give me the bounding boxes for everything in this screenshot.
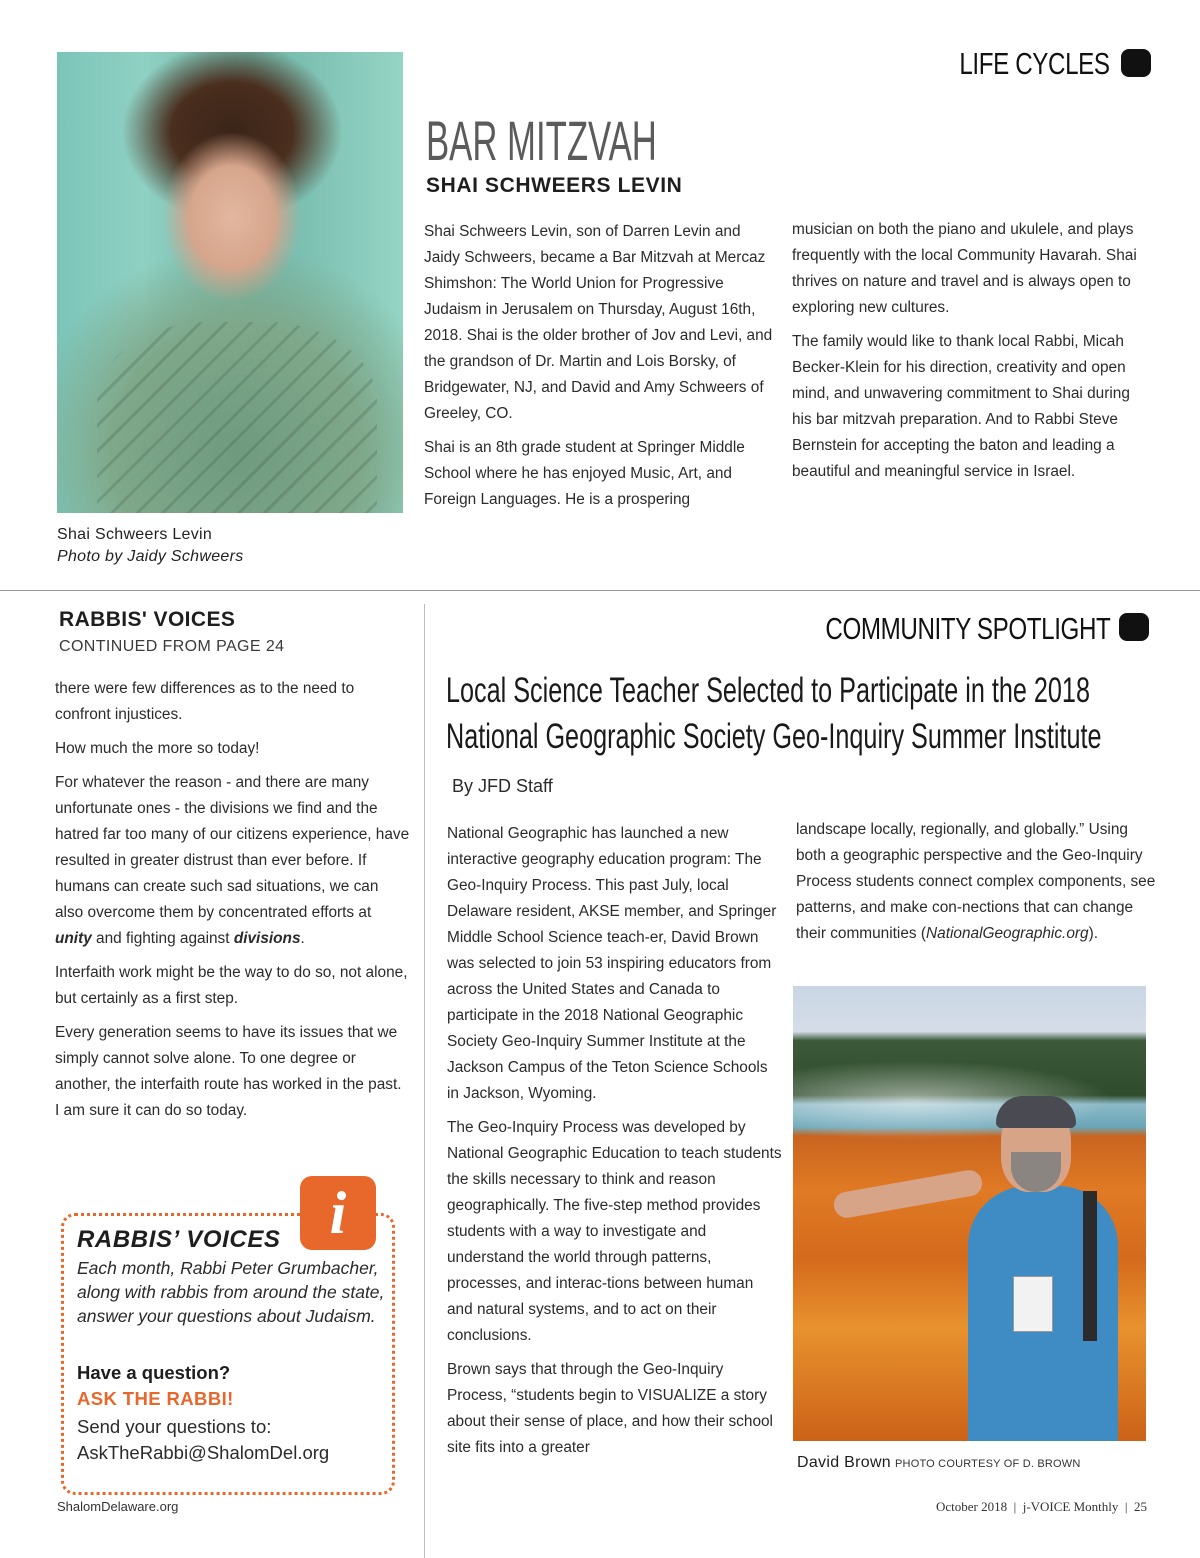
section-tag-marker xyxy=(1121,49,1151,77)
paragraph: there were few differences as to the need to confront injustices. xyxy=(55,680,355,723)
email-link[interactable]: AskTheRabbi@ShalomDel.org xyxy=(77,1442,330,1463)
continued-from-label: CONTINUED FROM PAGE 24 xyxy=(59,638,285,655)
article-column-1 xyxy=(424,219,780,521)
photo-caption xyxy=(57,524,244,568)
headline-line: Local Science Teacher Selected to Participate in the 2018 xyxy=(446,671,1090,710)
section-tag-life-cycles xyxy=(917,46,1110,82)
paragraph: landscape locally, regionally, and globally.” Using both a geographic perspective and the Geo-Inquiry Process students connect complex components, see patterns, and make con-nections that can change their communities (NationalGeographic.org). xyxy=(796,821,1156,942)
section-tag-marker xyxy=(1119,613,1149,641)
section-tag-label: COMMUNITY SPOTLIGHT xyxy=(824,611,1110,646)
section-tag-community-spotlight xyxy=(745,611,1110,647)
paragraph: musician on both the piano and ukulele, and plays frequently with the local Community Havarah. Shai thrives on nature and travel and is always open to exploring new cultures. xyxy=(792,221,1137,316)
paragraph: The family would like to thank local Rabbi, Micah Becker-Klein for his direction, creativity and open mind, and unwavering commitment to Shai during his bar mitzvah preparation. And to Rabbi Steve Bernstein for accepting the baton and leading a beautiful and meaningful service in Israel. xyxy=(792,333,1130,480)
paragraph: Interfaith work might be the way to do so, not alone, but certainly as a first step. xyxy=(55,964,408,1007)
info-icon: i xyxy=(300,1176,376,1250)
send-label: Send your questions to: xyxy=(77,1416,272,1437)
send-questions xyxy=(77,1414,329,1466)
article-column-2 xyxy=(792,217,1152,493)
emphasis-unity: unity xyxy=(55,930,92,947)
section-divider xyxy=(0,590,1200,591)
photo-shai-schweers-levin xyxy=(57,52,403,513)
paragraph: Shai Schweers Levin, son of Darren Levin and Jaidy Schweers, became a Bar Mitzvah at Mercaz Shimshon: The World Union for Progressive Judaism in Jerusalem on Thursday, August 16th, 2018. Shai is the older brother of Jov and Levi, and the grandson of Dr. Martin and Lois Borsky, of Bridgewater, NJ, and David and Amy Schweers of Greeley, CO. xyxy=(424,223,773,422)
info-box-description: Each month, Rabbi Peter Grumbacher, along with rabbis from around the state, answer your questions about Judaism. xyxy=(77,1258,385,1326)
ask-the-rabbi-cta: ASK THE RABBI! xyxy=(77,1388,234,1409)
footer-website[interactable]: ShalomDelaware.org xyxy=(57,1499,179,1514)
paragraph: The Geo-Inquiry Process was developed by National Geographic Education to teach students the skills necessary to think and reason geographically. The five-step method provides students with a way to investigate and understand the world through patterns, processes, and interac-tions between human and natural systems, and to act on their conclusions. xyxy=(447,1119,782,1344)
paragraph: Shai is an 8th grade student at Springer Middle School where he has enjoyed Music, Art, and Foreign Languages. He is a prospering xyxy=(424,439,745,508)
emphasis-divisions: divisions xyxy=(233,930,301,947)
photo-david-brown xyxy=(793,986,1146,1441)
paragraph: Brown says that through the Geo-Inquiry Process, “students begin to VISUALIZE a story about their sense of place, and how their school site fits into a greater xyxy=(447,1361,773,1456)
info-box-title: RABBIS’ VOICES xyxy=(77,1226,281,1253)
headline-bar-mitzvah: BAR MITZVAH xyxy=(426,109,657,172)
spotlight-column-2 xyxy=(796,817,1156,955)
photo-caption xyxy=(797,1454,1081,1472)
paragraph: For whatever the reason - and there are many unfortunate ones - the divisions we find and the hatred far too many of our citizens experience, have resulted in greater distrust than ever before. If humans can create such sad situations, we can also overcome them by concentrated efforts at unity and fighting against divisions. xyxy=(55,774,410,947)
paragraph: How much the more so today! xyxy=(55,740,260,757)
column-divider xyxy=(424,604,425,1558)
rabbis-voices-title: RABBIS' VOICES xyxy=(59,608,236,631)
byline: By JFD Staff xyxy=(452,776,553,796)
paragraph: Every generation seems to have its issues that we simply cannot solve alone. To one degree or another, the interfaith route has worked in the past. I am sure it can do so today. xyxy=(55,1024,402,1119)
section-tag-label: LIFE CYCLES xyxy=(959,46,1110,81)
subheadline-name: SHAI SCHWEERS LEVIN xyxy=(426,174,683,197)
rabbis-voices-body xyxy=(55,676,410,1132)
caption-credit: Photo by Jaidy Schweers xyxy=(57,548,244,565)
caption-credit: PHOTO COURTESY OF D. BROWN xyxy=(895,1458,1081,1470)
spotlight-column-1 xyxy=(447,821,783,1469)
footer-issue-page: October 2018 | j-VOICE Monthly | 25 xyxy=(935,1499,1147,1514)
headline-line: National Geographic Society Geo-Inquiry Summer Institute xyxy=(446,717,1102,756)
paragraph: National Geographic has launched a new interactive geography education program: The Geo-Inquiry Process. This past July, local Delaware resident, AKSE member, and Springer Middle School Science teach-er, David Brown was selected to join 53 inspiring educators from across the United States and Canada to participate in the 2018 National Geographic Society Geo-Inquiry Summer Institute at the Jackson Campus of the Teton Science Schools in Jackson, Wyoming. xyxy=(447,825,777,1102)
source-link[interactable]: NationalGeographic.org xyxy=(926,925,1089,942)
caption-name: Shai Schweers Levin xyxy=(57,526,213,543)
info-box-question: Have a question? xyxy=(77,1362,231,1383)
caption-name: David Brown xyxy=(797,1454,892,1471)
spotlight-headline xyxy=(446,668,1102,760)
